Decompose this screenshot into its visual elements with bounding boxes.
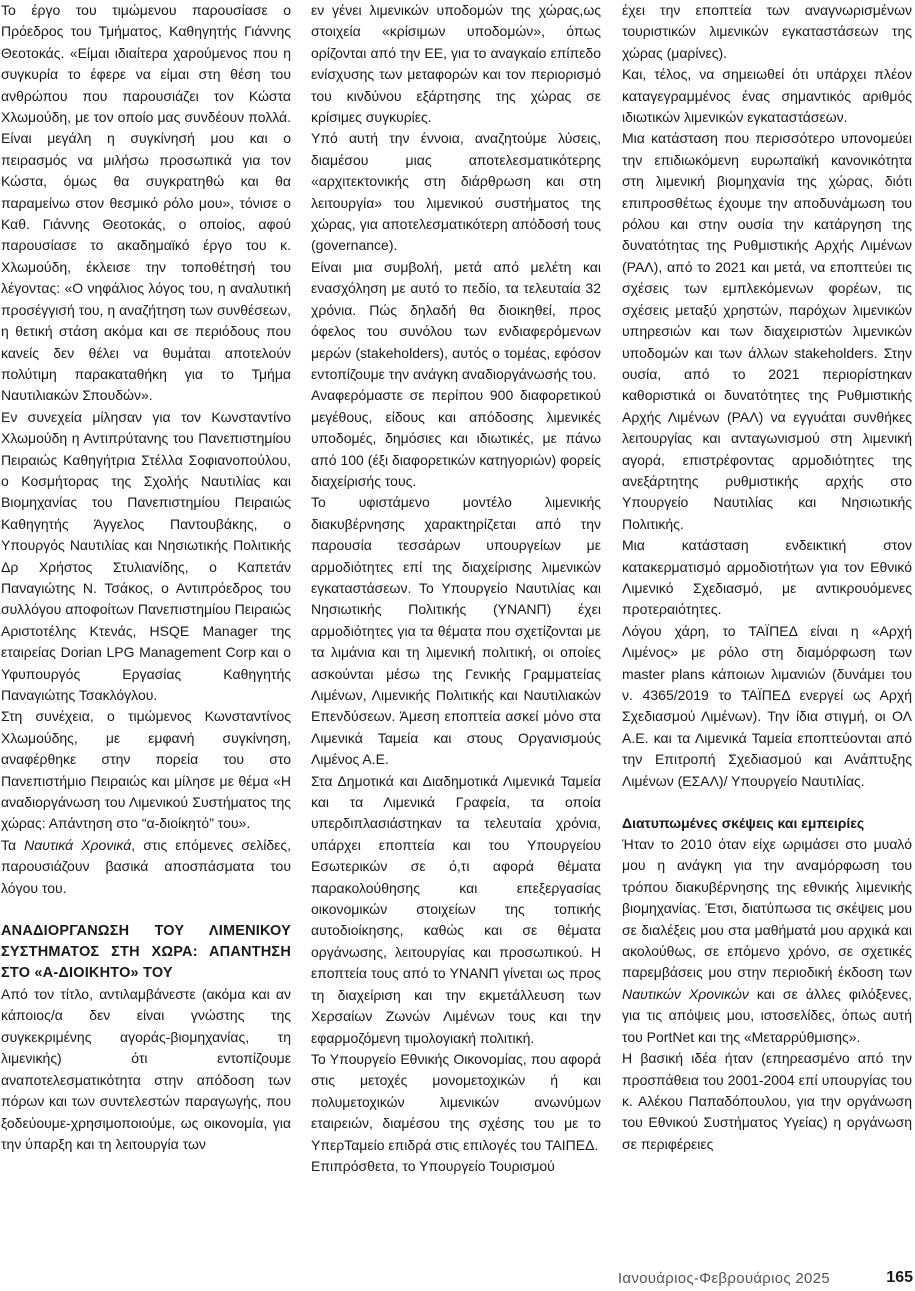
publication-name: Ναυτικών Χρονικών bbox=[622, 985, 749, 1002]
column-1 bbox=[1, 0, 291, 1155]
page-footer bbox=[0, 1270, 915, 1291]
column-2 bbox=[311, 0, 601, 1177]
paragraph: Υπό αυτή την έννοια, αναζητούμε λύσεις, διαμέσου μιας αποτελεσματικότερης «αρχιτεκτονικής στη διάρθρωση και στη λειτουργία» του λιμενικού συστήματος της χώρας, για αποτελεσματικότερη απόδοσή τους (governance). bbox=[311, 130, 601, 254]
paragraph: Μια κατάσταση που περισσότερο υπονομεύει την επιδιωκόμενη ευρωπαϊκή κανονικότητα στη λιμενική βιομηχανία της χώρας, διότι επιπροσθέτως έχουμε την αποδυνάμωση του ρόλου και στην ουσία την κατάργηση της δυνατότητας της Ρυθμιστικής Αρχής Λιμένων (ΡΑΛ), από το 2021 και μετά, να εποπτεύει τις σχέσεις των εμπλεκόμενων φορέων, τις σχέσεις μεταξύ χρηστών, παρόχων λιμενικών υπηρεσιών και των διαχειριστών λιμενικών υποδομών και των άλλων stakeholders. Στην ουσία, από το 2021 περιορίστηκαν καθοριστικά οι δυνατότητες της Ρυθμιστικής Αρχής Λιμένων (ΡΑΛ) να εγγυάται συνθήκες λειτουργίας και ανταγωνισμού στη λιμενική αγορά, επιστρέφοντας αρμοδιότητες της ανεξάρτητης ρυθμιστικής αρχής στο Υπουργείο Ναυτιλίας και Νησιωτικής Πολιτικής. bbox=[622, 130, 912, 532]
paragraph: Το έργο του τιμώμενου παρουσίασε ο Πρόεδρος του Τμήματος, Καθηγητής Γιάννης Θεοτοκάς. «Είμαι ιδιαίτερα χαρούμενος που η συγκυρία το έφερε να είμαι στη θέση του ανθρώπου που παρουσιάζει τον Κώστα Χλωμούδη, με τον οποίο μας συνδέουν πολλά. Είναι μεγάλη η συγκίνησή μου και ο πειρασμός να μιλήσω προσωπικά για τον Κώστα, όμως θα συγκρατηθώ και θα παραμείνω στον θεσμικό ρόλο μου», τόνισε ο Καθ. Γιάννης Θεοτοκάς, ο οποίος, αφού παρουσίασε το ακαδημαϊκό έργο του κ. Χλωμούδη, έκλεισε την τοποθέτησή του λέγοντας: «Ο νηφάλιος λόγος του, η αναλυτική προσέγγισή του, η αναζήτηση των συνθέσεων, η θετική στάση ακόμα και σε περιόδους που κανείς δεν θέλει να θυμάται αποτελούν πολύτιμη παρακαταθήκη για το Τμήμα Ναυτιλιακών Σπουδών». bbox=[1, 2, 291, 404]
text-run: Τα bbox=[1, 836, 25, 853]
paragraph: εν γένει λιμενικών υποδομών της χώρας,ως στοιχεία «κρίσιμων υποδομών», όπως ορίζονται από την ΕΕ, για το αναγκαίο επίπεδο ενίσχυσης των μεταφορών και τον περιορισμό του κινδύνου εξάρτησης της χώρας σε κρίσιμες συγκυρίες. bbox=[311, 2, 601, 126]
paragraph bbox=[1, 835, 291, 899]
paragraph: Το Υπουργείο Εθνικής Οικονομίας, που αφορά στις μετοχές μονομετοχικών ή και πολυμετοχικών λιμενικών ανωνύμων εταιρειών, διαμέσου της σχέσης του με το ΥπερΤαμείο επιδρά στις επιλογές του ΤΑΙΠΕΔ. bbox=[311, 1050, 601, 1153]
paragraph: Και, τέλος, να σημειωθεί ότι υπάρχει πλέον καταγεγραμμένος ένας σημαντικός αριθμός ιδιωτικών λιμενικών εγκαταστάσεων. bbox=[622, 66, 912, 126]
paragraph: Από τον τίτλο, αντιλαμβάνεστε (ακόμα και αν κάποιος/α δεν είναι γνώστης της συγκεκριμένης αγοράς-βιομηχανίας, τη λιμενικής) ότι εντοπίζουμε αναποτελεσματικότητα στην απόδοση των πόρων και των συντελεστών παραγωγής, που ξοδεύουμε-χρησιμοποιούμε, ως οικονομία, για την ύπαρξη και τη λειτουργία των bbox=[1, 986, 291, 1152]
publication-name: Ναυτικά Χρονικά bbox=[24, 836, 132, 853]
subheading: Διατυπωμένες σκέψεις και εμπειρίες bbox=[622, 815, 865, 832]
paragraph: Το υφιστάμενο μοντέλο λιμενικής διακυβέρνησης χαρακτηρίζεται από την παρουσία τεσσάρων υπουργείων με αρμοδιότητες επί της διαχείρισης λιμενικών εγκαταστάσεων. Το Υπουργείο Ναυτιλίας και Νησιωτικής Πολιτικής (ΥΝΑΝΠ) έχει αρμοδιότητες για τα θέματα που σχετίζονται με τα λιμάνια και τη λιμενική πολιτική, οι οποίες ασκούνται μέσω της Γενικής Γραμματείας Λιμένων, Λιμενικής Πολιτικής και Ναυτιλιακών Επενδύσεων. Άμεση εποπτεία ασκεί μόνο στα Λιμενικά Ταμεία και στους Οργανισμούς Λιμένος Α.Ε. bbox=[311, 494, 601, 768]
paragraph: Είναι μια συμβολή, μετά από μελέτη και ενασχόληση με αυτό το πεδίο, τα τελευταία 32 χρόνια. Πώς δηλαδή θα διοικηθεί, προς όφελος του συνόλου των ενδιαφερόμενων μερών (stakeholders), αυτός ο τομέας, εφόσον εντοπίζουμε την ανάγκη αναδιοργάνωσής του. bbox=[311, 258, 601, 382]
text-run: Ήταν το 2010 όταν είχε ωριμάσει στο μυαλό μου η ανάγκη για την αναμόρφωση του τρόπου διακυβέρνησης της εθνικής λιμενικής βιομηχανίας. Έτσι, διατύπωσα τις σκέψεις μου σε διαλέξεις μου στα μαθήματά μου αρχικά και ακολούθως, σε επόμενο χρόνο, σε σχετικές παρεμβάσεις μου στην περιοδική έκδοση των bbox=[622, 836, 912, 981]
paragraph: Μια κατάσταση ενδεικτική στον κατακερματισμό αρμοδιοτήτων για τον Εθνικό Λιμενικό Σχεδιασμό, με αντικρουόμενες προτεραιότητες. bbox=[622, 537, 912, 618]
paragraph: έχει την εποπτεία των αναγνωρισμένων τουριστικών λιμενικών εγκαταστάσεων της χώρας (μαρίνες). bbox=[622, 2, 912, 61]
paragraph: Στη συνέχεια, ο τιμώμενος Κωνσταντίνος Χλωμούδης, με εμφανή συγκίνηση, αναφέρθηκε στην πορεία του στο Πανεπιστήμιο Πειραιώς και μίλησε με θέμα «Η αναδιοργάνωση του Λιμενικού Συστήματος της χώρας: Απάντηση στο “α-διοίκητό” του». bbox=[1, 708, 291, 832]
paragraph: Η βασική ιδέα ήταν (επηρεασμένο από την προσπάθεια του 2001-2004 επί υπουργίας του κ. Αλέκου Παπαδόπουλου, για την οργάνωση του Εθνικού Συστήματος Υγείας) η οργάνωση σε περιφέρειες bbox=[622, 1050, 912, 1152]
paragraph: Εν συνεχεία μίλησαν για τον Κωνσταντίνο Χλωμούδη η Αντιπρύτανης του Πανεπιστημίου Πειραιώς Καθηγήτρια Στέλλα Σοφιανοπούλου, ο Κοσμήτορας της Σχολής Ναυτιλίας και Βιομηχανίας του Πανεπιστημίου Πειραιώς Καθηγητής Άγγελος Παντουβάκης, ο Υπουργός Ναυτιλίας και Νησιωτικής Πολιτικής Δρ Χρήστος Στυλιανίδης, ο Καπετάν Παναγιώτης Ν. Τσάκος, ο Αντιπρόεδρος του συλλόγου αποφοίτων Πανεπιστημίου Πειραιώς Αριστοτέλης Κτενάς, HSQE Manager της εταιρείας Dorian LPG Management Corp και ο Υφυπουργός Εργασίας Καθηγητής Παναγιώτης Τσακλόγλου. bbox=[1, 408, 291, 703]
paragraph: Αναφερόμαστε σε περίπου 900 διαφορετικού μεγέθους, είδους και απόδοσης λιμενικές υποδομές, δημόσιες και ιδιωτικές, με πάνω από 100 (έξι διαφορετικών κατηγοριών) φορείς διαχείρισής τους. bbox=[311, 387, 601, 489]
page-number: 165 bbox=[886, 1269, 913, 1286]
text-run: , στις επόμενες σελίδες, παρουσιάζουν βασικά αποσπάσματα του λόγου του. bbox=[1, 836, 291, 896]
paragraph bbox=[622, 834, 912, 1048]
text-run: και σε άλλες φιλόξενες, για τις απόψεις μου, ιστοσελίδες, όπως αυτή του PortNet και της «Μεταρρύθμισης». bbox=[622, 985, 912, 1045]
column-3 bbox=[622, 0, 912, 1155]
paragraph: Στα Δημοτικά και Διαδημοτικά Λιμενικά Ταμεία και τα Λιμενικά Γραφεία, τα οποία υπερδιπλασιάστηκαν τα τελευταία χρόνια, υπάρχει εποπτεία και του Υπουργείου Εσωτερικών σε ό,τι αφορά θέματα παρακολούθησης και επεξεργασίας οικονομικών στοιχείων της τοπικής αυτοδιοίκησης, καθώς και σε θέματα οργάνωσης, λειτουργίας και προσωπικού. Η εποπτεία τους από το ΥΝΑΝΠ γίνεται ως προς τη διαχείριση και την εκμετάλλευση των Χερσαίων Ζωνών Λιμένων τους και την εφαρμοζόμενη τιμολογιακή πολιτική. bbox=[311, 772, 601, 1046]
issue-date: Ιανουάριος-Φεβρουάριος 2025 bbox=[617, 1270, 830, 1287]
section-heading: ΑΝΑΔΙΟΡΓΑΝΩΣΗ ΤΟΥ ΛΙΜΕΝΙΚΟΥ ΣΥΣΤΗΜΑΤΟΣ ΣΤΗ ΧΩΡΑ: ΑΠΑΝΤΗΣΗ ΣΤΟ «Α-ΔΙΟΙΚΗΤΟ» ΤΟΥ bbox=[1, 923, 291, 982]
paragraph: Λόγου χάρη, το ΤΑΪΠΕΔ είναι η «Αρχή Λιμένος» με ρόλο στη διαμόρφωση των master plans κάποιων λιμανιών (δυνάμει του ν. 4365/2019 το ΤΑΪΠΕΔ ενεργεί ως Αρχή Σχεδιασμού Λιμένων). Την ίδια στιγμή, οι ΟΛ Α.Ε. και τα Λιμενικά Ταμεία εποπτεύονται από την Επιτροπή Σχεδιασμού και Ανάπτυξης Λιμένων (ΕΣΑΛ)/ Υπουργείο Ναυτιλίας. bbox=[622, 622, 912, 789]
paragraph: Επιπρόσθετα, το Υπουργείο Τουρισμού bbox=[311, 1157, 555, 1174]
